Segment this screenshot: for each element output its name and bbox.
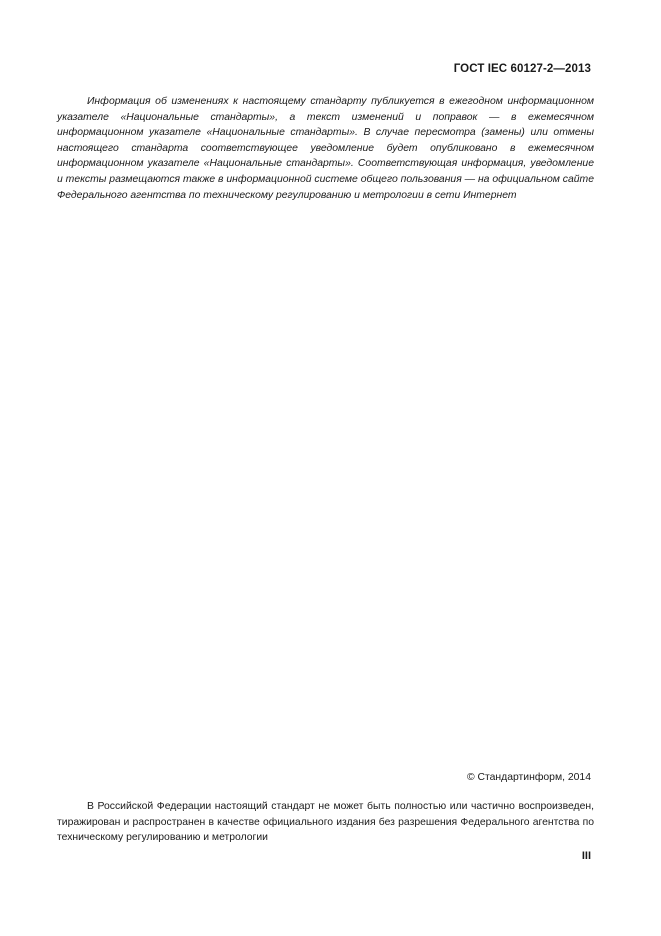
legal-notice-paragraph: В Российской Федерации настоящий стандарт не может быть полностью или частично воспроизведен, тиражирован и распространен в качестве официального издания без разрешения Федерального агентства по техническому регулированию и метрологии xyxy=(57,801,594,844)
page-number: III xyxy=(581,850,591,862)
copyright-notice: © Стандартинформ, 2014 xyxy=(466,772,591,783)
info-paragraph: Информация об изменениях к настоящему стандарту публикуется в ежегодном информационном указателе «Национальные стандарты», а текст изменений и поправок — в ежемесячном информационном указателе «Национальные стандарты». В случае пересмотра (замены) или отмены настоящего стандарта соответствующее уведомление будет опубликовано в ежемесячном информационном указателе «Национальные стандарты». Соответствующая информация, уведомление и тексты размещаются также в информационной системе общего пользования — на официальном сайте Федерального агентства по техническому регулированию и метрологии в сети Интернет xyxy=(57,96,594,201)
document-header-standard-code: ГОСТ IEC 60127-2—2013 xyxy=(453,63,591,75)
